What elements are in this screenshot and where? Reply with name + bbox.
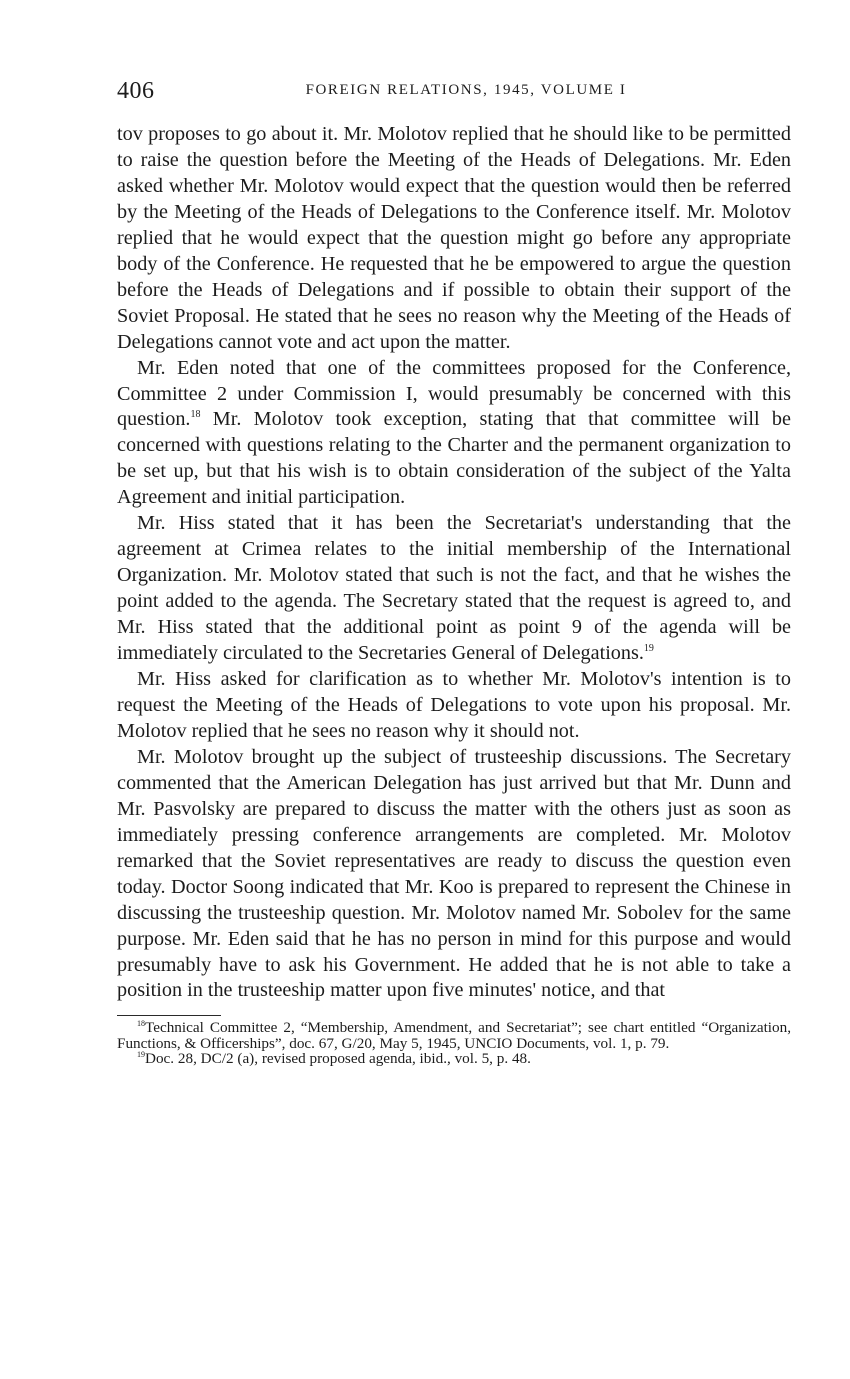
footnote xyxy=(117,1020,791,1051)
paragraph: tov proposes to go about it. Mr. Molotov replied that he should like to be permitted to raise the question before the Meeting of the Heads of Delegations. Mr. Eden asked whether Mr. Molotov would expect that the question would then be referred by the Meeting of the Heads of Delegations to the Conference itself. Mr. Molotov replied that he would expect that the question might go before any appropriate body of the Conference. He requested that he be empowered to argue the question before the Heads of Delegations and if possible to obtain their support of the Soviet Proposal. He stated that he sees no reason why the Meeting of the Heads of Delegations cannot vote and act upon the matter. xyxy=(117,123,791,353)
paragraph-text: Mr. Eden noted that one of the committees proposed for the Conference, Committee 2 under Commission I, would presumably be concerned with this question. xyxy=(117,356,791,431)
running-header xyxy=(117,78,791,108)
paragraph: Mr. Hiss asked for clarification as to whether Mr. Molotov's intention is to request the Meeting of the Heads of Delegations to vote upon his proposal. Mr. Molotov replied that he sees no reason why it should not. xyxy=(117,668,791,742)
paragraph xyxy=(117,356,791,512)
footnote-divider xyxy=(117,1015,221,1016)
footnote-reference: 19 xyxy=(643,643,654,655)
footnote-number: 18 xyxy=(137,1019,145,1029)
footnote-number: 19 xyxy=(137,1050,145,1060)
paragraph-text: Mr. Hiss stated that it has been the Secretariat's understanding that the agreement at Crimea relates to the initial membership of the International Organization. Mr. Molotov stated that such is not the fact, and that he wishes the point added to the agenda. The Secretary stated that the request is agreed to, and Mr. Hiss stated that the additional point as point 9 of the agenda will be immediately circulated to the Secretaries General of Delegations. xyxy=(117,512,791,665)
footnote xyxy=(117,1051,791,1067)
footnote-text: Technical Committee 2, “Membership, Amendment, and Secretariat”; see chart entitled “Organization, Functions, & Officerships”, doc. 67, G/20, May 5, 1945, UNCIO Documents, vol. 1, p. 79. xyxy=(117,1019,791,1052)
document-page xyxy=(117,78,791,1067)
footnotes xyxy=(117,1020,791,1067)
body-text xyxy=(117,122,791,1004)
page-number: 406 xyxy=(117,78,155,104)
footnote-reference: 18 xyxy=(190,409,201,421)
paragraph xyxy=(117,511,791,667)
footnote-text: Doc. 28, DC/2 (a), revised proposed agenda, ibid., vol. 5, p. 48. xyxy=(145,1050,531,1068)
paragraph: Mr. Molotov brought up the subject of trusteeship discussions. The Secretary commented that the American Delegation has just arrived but that Mr. Dunn and Mr. Pasvolsky are prepared to discuss the matter with the others just as soon as immediately pressing conference arrangements are completed. Mr. Molotov remarked that the Soviet representatives are ready to discuss the question even today. Doctor Soong indicated that Mr. Koo is prepared to represent the Chinese in discussing the trusteeship question. Mr. Molotov named Mr. Sobolev for the same purpose. Mr. Eden said that he has no person in mind for this purpose and would presumably have to ask his Government. He added that he is not able to take a position in the trusteeship matter upon five minutes' notice, and that xyxy=(117,745,791,1002)
running-title: FOREIGN RELATIONS, 1945, VOLUME I xyxy=(305,82,627,98)
paragraph-text: Mr. Molotov took exception, stating that that committee will be concerned with questions relating to the Charter and the permanent organization to be set up, but that his wish is to obtain consideration of the subject of the Yalta Agreement and initial participation. xyxy=(117,408,791,509)
